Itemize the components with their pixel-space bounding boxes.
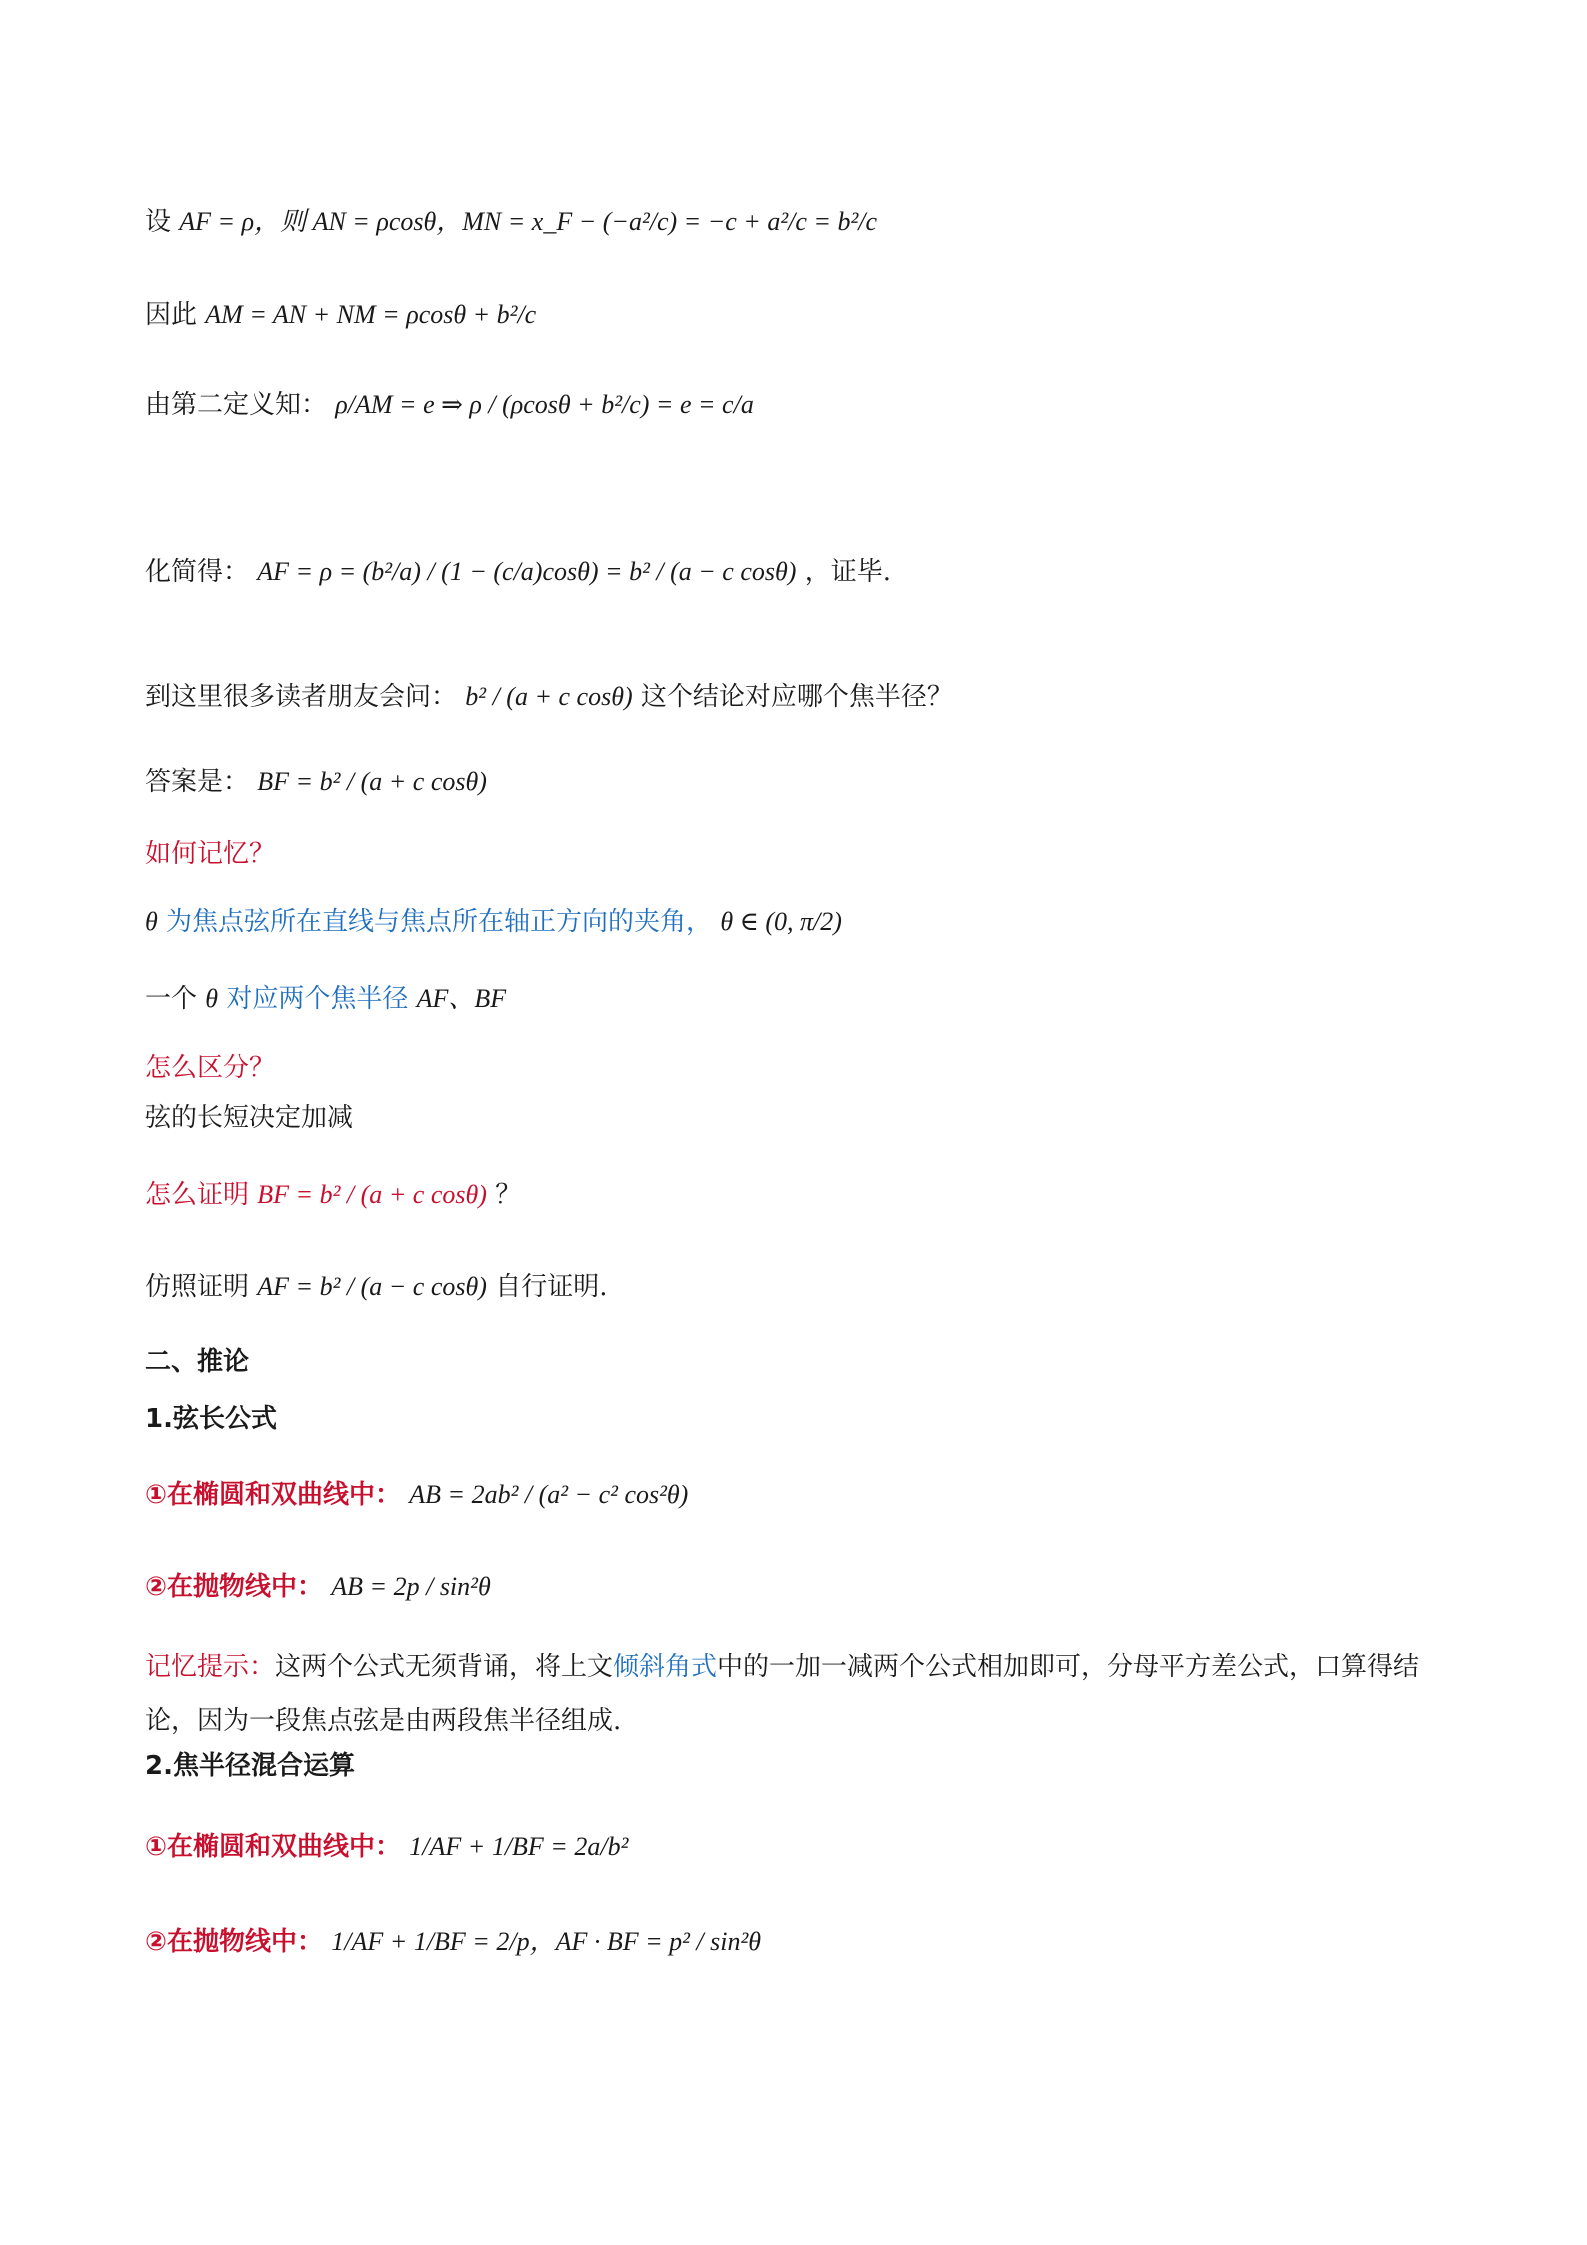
line-theta-definition: [145, 905, 842, 940]
subheading-focal-radius: [145, 1750, 355, 1784]
text: 怎么证明: [145, 1180, 250, 1210]
section-heading-corollary: [145, 1346, 249, 1380]
line-second-definition: [145, 388, 754, 423]
formula-parabola-focal: [145, 1925, 761, 1960]
formula-ellipse-hyperbola-chord: [145, 1478, 688, 1513]
line-simplify: [145, 555, 891, 590]
text: 怎么区分？: [145, 1053, 276, 1083]
text-tail: ？: [495, 1180, 522, 1210]
line-how-to-prove: [145, 1178, 521, 1213]
line-chord-length-rule: [145, 1102, 353, 1136]
formula-range: θ ∈ (0, π/2): [720, 907, 842, 936]
memory-tip-text-2: 中的一加一减两个公式相加即可，分母平方差公式，口算得结论，因为一段焦点弦是由两段焦半径组成.: [145, 1652, 1420, 1736]
formula: BF = b² / (a + c cosθ): [257, 767, 487, 796]
line-two-focal-radii: [145, 982, 506, 1017]
inclination-formula-link[interactable]: 倾斜角式: [613, 1652, 718, 1682]
formula: AF = ρ = (b²/a) / (1 − (c/a)cosθ) = b² / (a − c cosθ): [257, 557, 797, 586]
text: 到这里很多读者朋友会问：: [145, 682, 458, 712]
text: ①在椭圆和双曲线中：: [145, 1480, 402, 1510]
text: 答案是：: [145, 767, 250, 797]
text: 二、推论: [145, 1347, 250, 1377]
text: 如何记忆？: [145, 839, 276, 869]
text: 为焦点弦所在直线与焦点所在轴正方向的夹角，: [166, 907, 713, 937]
text-tail: 这个结论对应哪个焦半径？: [640, 682, 953, 712]
line-how-to-remember: [145, 838, 275, 872]
formula: ρ/AM = e ⇒ ρ / (ρcosθ + b²/c) = e = c/a: [335, 390, 754, 419]
text-tail: ，证毕.: [804, 557, 891, 587]
text: ②在抛物线中：: [145, 1927, 324, 1957]
text: 弦的长短决定加减: [145, 1103, 354, 1133]
formula: b² / (a + c cosθ): [465, 682, 633, 711]
text: 一个: [145, 984, 198, 1014]
text: 设: [145, 207, 172, 237]
formula: AF = b² / (a − c cosθ): [257, 1272, 487, 1301]
text: ②在抛物线中：: [145, 1572, 324, 1602]
memory-tip: [145, 1640, 1445, 1748]
formula-parabola-chord: [145, 1570, 491, 1605]
line-therefore-am: [145, 298, 536, 333]
formula: θ: [145, 907, 158, 936]
text: 1.弦长公式: [145, 1404, 277, 1434]
formula-ellipse-hyperbola-focal: [145, 1830, 628, 1865]
formula-2: AF、BF: [416, 984, 507, 1013]
line-reader-question: [145, 680, 953, 715]
formula: BF = b² / (a + c cosθ): [257, 1180, 487, 1209]
text: ①在椭圆和双曲线中：: [145, 1832, 402, 1862]
line-how-to-distinguish: [145, 1052, 275, 1086]
line-prove-similarly: [145, 1270, 607, 1305]
memory-tip-label: 记忆提示：: [145, 1652, 276, 1682]
formula: θ: [205, 984, 219, 1013]
text: 化简得：: [145, 557, 250, 587]
text: 由第二定义知：: [145, 390, 328, 420]
formula: AB = 2ab² / (a² − c² cos²θ): [409, 1480, 689, 1509]
formula: AM = AN + NM = ρcosθ + b²/c: [205, 300, 537, 329]
memory-tip-text: 这两个公式无须背诵，将上文: [275, 1652, 614, 1682]
line-define-af: [145, 205, 877, 240]
formula: 1/AF + 1/BF = 2/p，AF · BF = p² / sin²θ: [331, 1927, 762, 1956]
formula: AB = 2p / sin²θ: [331, 1572, 491, 1601]
text: 2.焦半径混合运算: [145, 1751, 355, 1781]
subheading-chord-length: [145, 1403, 277, 1437]
line-answer: [145, 765, 487, 800]
text: 仿照证明: [145, 1272, 250, 1302]
text-2: 对应两个焦半径: [226, 984, 409, 1014]
formula: AF = ρ，则 AN = ρcosθ，MN = x_F − (−a²/c) = −c + a²/c = b²/c: [179, 207, 878, 236]
text-tail: 自行证明.: [495, 1272, 608, 1302]
formula: 1/AF + 1/BF = 2a/b²: [409, 1832, 629, 1861]
text: 因此: [145, 300, 198, 330]
